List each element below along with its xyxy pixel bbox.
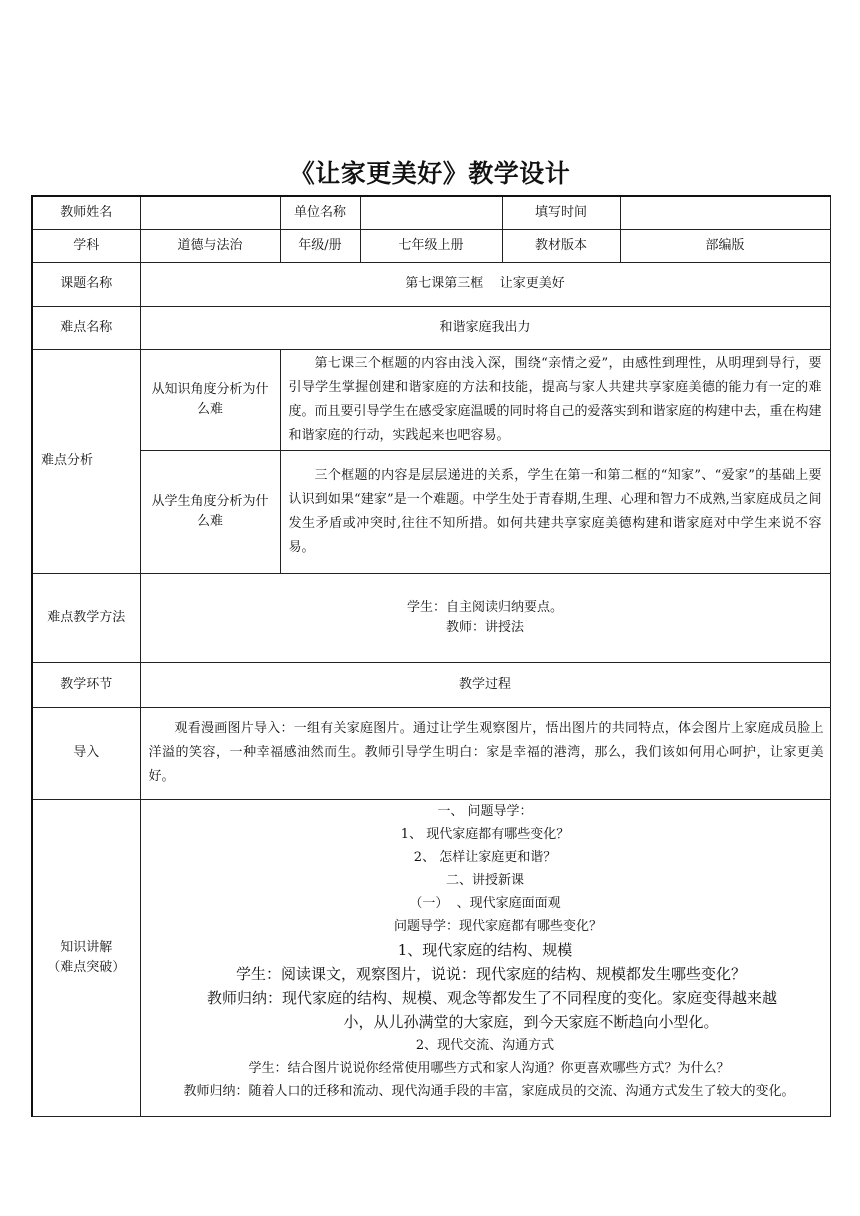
method-label: 难点教学方法 xyxy=(32,573,140,662)
grade-label: 年级/册 xyxy=(280,229,360,262)
method-student-line: 学生：自主阅读归纳要点。 xyxy=(406,600,563,615)
intro-cell xyxy=(140,707,830,799)
knowledge-angle-cell xyxy=(280,349,830,450)
knowledge-label-cell xyxy=(32,799,140,1116)
knowledge-line: 教师归纳：随着人口的迁移和流动、现代沟通手段的丰富，家庭成员的交流、沟通方式发生了较大的变化。 xyxy=(183,1083,795,1099)
grade-value: 七年级上册 xyxy=(360,229,502,262)
intro-text: 观看漫画图片导入：一组有关家庭图片。通过让学生观察图片，悟出图片的共同特点，体会图片上家庭成员脸上洋溢的笑容，一种幸福感油然而生。教师引导学生明白：家是幸福的港湾，那么，我们该如何用心呵护，让家更美好。 xyxy=(148,721,824,784)
teacher-name-value xyxy=(140,196,280,229)
process-header: 教学过程 xyxy=(140,662,830,707)
analysis-student-row xyxy=(32,450,830,573)
lesson-row xyxy=(32,262,830,306)
knowledge-line: 2、现代交流、沟通方式 xyxy=(415,1037,555,1053)
unit-name-label: 单位名称 xyxy=(280,196,360,229)
intro-label: 导入 xyxy=(32,707,140,799)
knowledge-line: 2、 怎样让家庭更和谐？ xyxy=(413,849,557,865)
method-row xyxy=(32,573,830,662)
lesson-label: 课题名称 xyxy=(32,262,140,306)
knowledge-line: 二、讲授新课 xyxy=(445,872,524,888)
knowledge-label-line1: 知识讲解 xyxy=(60,940,113,955)
knowledge-line: 小，从儿孙满堂的大家庭，到今天家庭不断趋向小型化。 xyxy=(343,1012,719,1031)
knowledge-line: （一） 、现代家庭面面观 xyxy=(409,895,561,911)
knowledge-row xyxy=(32,799,830,1116)
subject-label: 学科 xyxy=(32,229,140,262)
lesson-plan-table xyxy=(31,195,831,1117)
process-header-row xyxy=(32,662,830,707)
knowledge-line: 学生：阅读课文，观察图片，说说：现代家庭的结构、规模都发生哪些变化？ xyxy=(235,964,746,983)
student-angle-label: 从学生角度分析为什么难 xyxy=(140,450,280,573)
edition-value: 部编版 xyxy=(620,229,830,262)
knowledge-line: 学生：结合图片说说你经常使用哪些方式和家人沟通？你更喜欢哪些方式？为什么？ xyxy=(248,1060,730,1076)
method-teacher-line: 教师：讲授法 xyxy=(445,619,524,635)
knowledge-label-line2: （难点突破） xyxy=(47,959,126,975)
student-angle-cell xyxy=(280,450,830,573)
knowledge-line: 一、 问题导学： xyxy=(437,803,533,819)
method-cell xyxy=(140,573,830,662)
knowledge-angle-label: 从知识角度分析为什么难 xyxy=(140,349,280,450)
edition-label: 教材版本 xyxy=(502,229,620,262)
subject-row xyxy=(32,229,830,262)
knowledge-line: 教师归纳：现代家庭的结构、规模、观念等都发生了不同程度的变化。家庭变得越来越 xyxy=(206,988,777,1007)
page-title: 《让家更美好》教学设计 xyxy=(289,159,571,188)
stage-header: 教学环节 xyxy=(32,662,140,707)
knowledge-angle-text: 第七课三个框题的内容由浅入深，围绕“亲情之爱”，由感性到理性，从明理到导行，要引导学生掌握创建和谐家庭的方法和技能，提高与家人共建共享家庭美德的能力有一定的难度。而且要引导学生在感受家庭温暖的同时将自己的爱落实到和谐家庭的构建中去，重在构建和谐家庭的行动，实践起来也吧容易。 xyxy=(288,355,822,443)
intro-row xyxy=(32,707,830,799)
knowledge-content xyxy=(140,799,830,1116)
fill-date-label: 填写时间 xyxy=(502,196,620,229)
knowledge-line: 1、 现代家庭都有哪些变化？ xyxy=(400,826,570,842)
teacher-name-label: 教师姓名 xyxy=(32,196,140,229)
analysis-label: 难点分析 xyxy=(32,349,140,573)
fill-date-value xyxy=(620,196,830,229)
knowledge-line: 问题导学：现代家庭都有哪些变化？ xyxy=(393,918,602,934)
difficulty-value: 和谐家庭我出力 xyxy=(140,306,830,349)
header-row xyxy=(32,196,830,229)
analysis-knowledge-row xyxy=(32,349,830,450)
subject-value: 道德与法治 xyxy=(140,229,280,262)
knowledge-line: 1、现代家庭的结构、规模 xyxy=(397,940,573,959)
unit-name-value xyxy=(360,196,502,229)
student-angle-text: 三个框题的内容是层层递进的关系，学生在第一和第二框的“知家”、“爱家”的基础上要认识到如果“建家”是一个难题。中学生处于青春期,生理、心理和智力不成熟,当家庭成员之间发生矛盾或冲突时,往往不知所措。如何共建共享家庭美德构建和谐家庭对中学生来说不容易。 xyxy=(288,467,822,555)
difficulty-label: 难点名称 xyxy=(32,306,140,349)
lesson-value: 第七课第三框 让家更美好 xyxy=(140,262,830,306)
difficulty-row xyxy=(32,306,830,349)
